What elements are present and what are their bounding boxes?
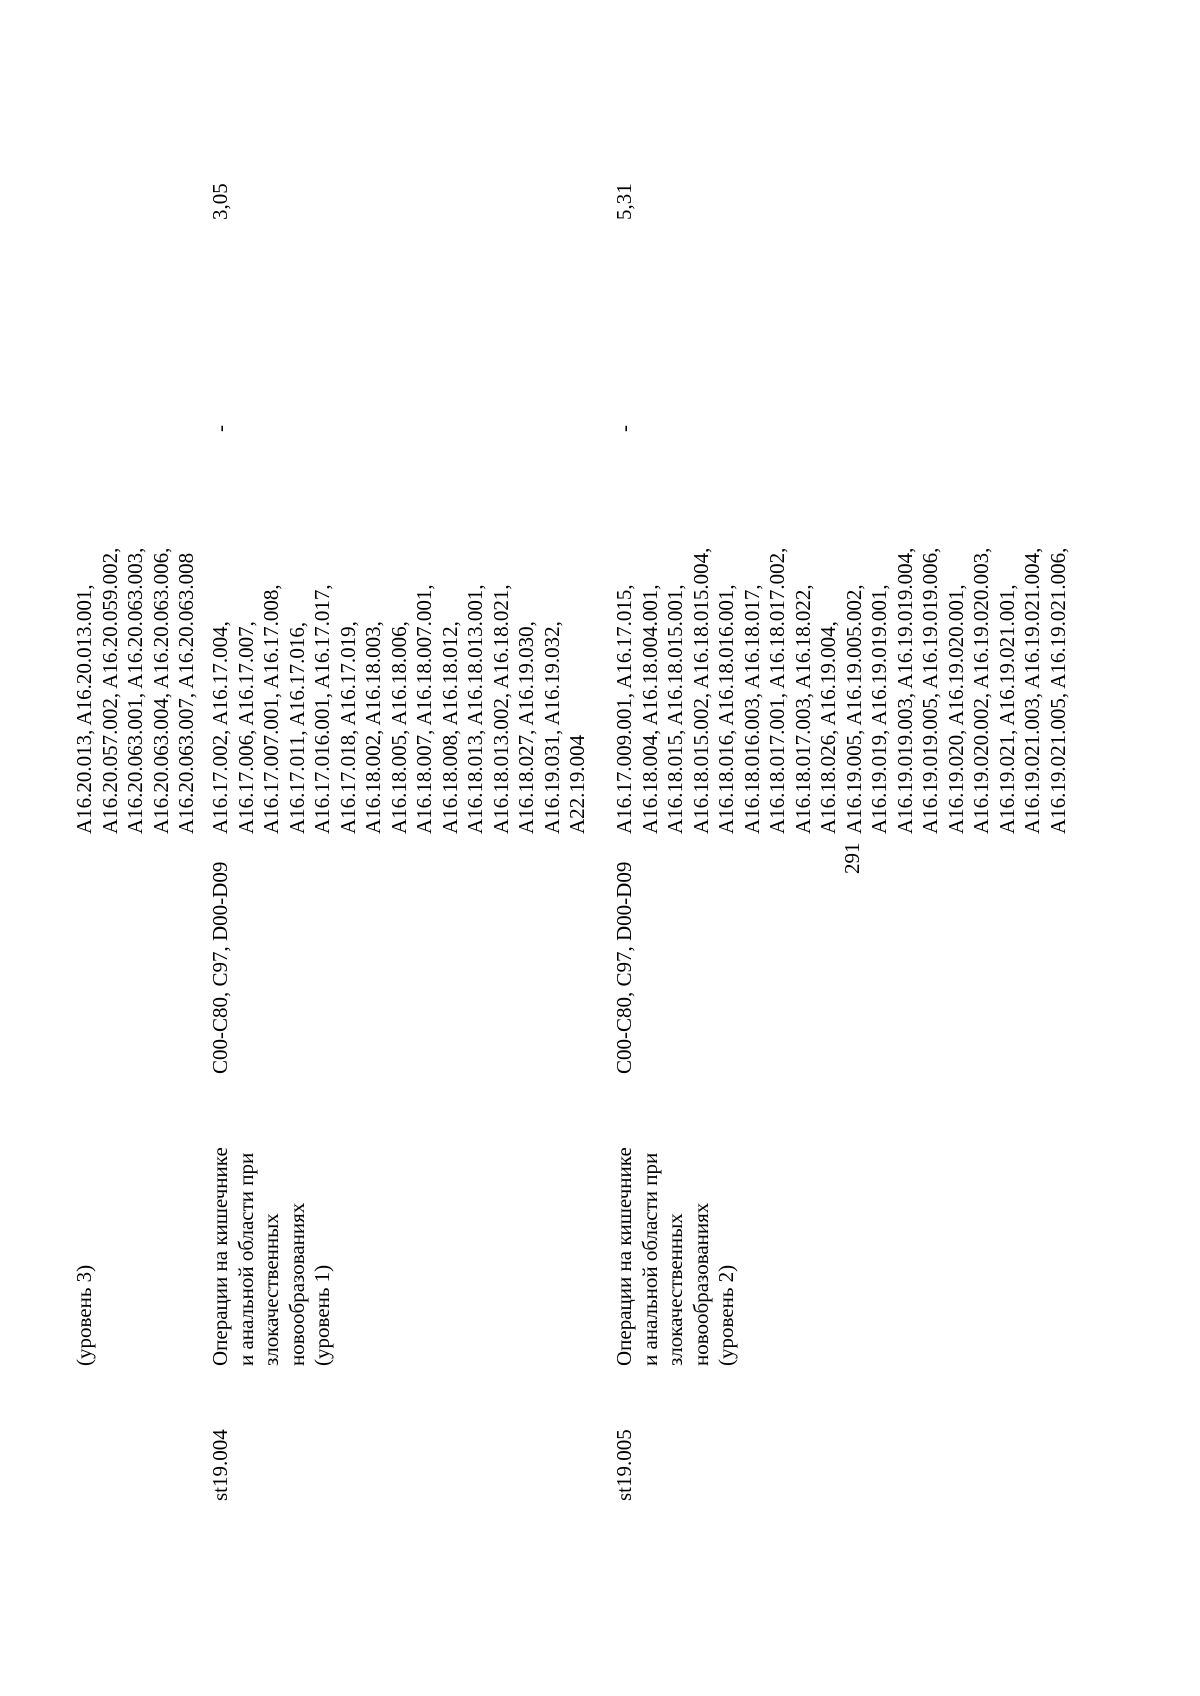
row1-name bbox=[208, 1147, 336, 1366]
row2-name-line: злокачественных bbox=[663, 1213, 687, 1366]
row0-service-line: A16.20.063.007, A16.20.063.008 bbox=[174, 552, 198, 834]
row2-service-line: A16.19.021.003, A16.19.021.004, bbox=[1020, 547, 1044, 834]
row2-name-line: (уровень 2) bbox=[714, 1264, 738, 1366]
row2-service-line: A16.18.016.003, A16.18.017, bbox=[739, 584, 764, 834]
row0-service-line: A16.20.013, A16.20.013.001, bbox=[72, 584, 96, 834]
row2-service-line: A16.18.026, A16.19.004, bbox=[816, 621, 840, 834]
page-number: 291 bbox=[840, 842, 864, 874]
row1-services bbox=[208, 584, 591, 834]
row1-service-line: A16.17.007.001, A16.17.008, bbox=[259, 584, 283, 834]
row2-service-line: A16.18.017.001, A16.18.017.002, bbox=[765, 547, 789, 834]
row2-service-line: A16.17.009.001, A16.17.015, bbox=[612, 584, 636, 834]
row2-service-line: A16.18.015, A16.18.015.001, bbox=[663, 584, 687, 834]
row1-name-line: злокачественных bbox=[259, 1213, 283, 1366]
row2-service-line: A16.19.019, A16.19.019.001, bbox=[867, 584, 891, 834]
row2-service-line: A16.19.020, A16.19.020.001, bbox=[943, 584, 968, 834]
row1-service-line: A16.18.007, A16.18.007.001, bbox=[412, 584, 436, 834]
row1-diagnoses: C00-C80, C97, D00-D09 bbox=[208, 861, 232, 1074]
row1-code: st19.004 bbox=[208, 1429, 232, 1501]
row0-name bbox=[72, 1265, 98, 1366]
row0-service-line: A16.20.063.001, A16.20.063.003, bbox=[123, 547, 147, 834]
row0-services bbox=[72, 548, 200, 834]
row2-name-line: Операции на кишечнике bbox=[612, 1147, 636, 1366]
row1-name-line: новообразованиях bbox=[284, 1202, 309, 1366]
row2-diagnoses: C00-C80, C97, D00-D09 bbox=[612, 861, 636, 1074]
row1-name-line: и анальной области при bbox=[233, 1152, 258, 1366]
row1-service-line: A16.17.011, A16.17.016, bbox=[284, 621, 309, 834]
row1-name-line: (уровень 1) bbox=[310, 1264, 334, 1366]
row2-dash: - bbox=[612, 425, 636, 432]
row1-service-line: A16.18.013.002, A16.18.021, bbox=[488, 584, 513, 834]
row2-coefficient: 5,31 bbox=[612, 183, 636, 220]
row1-service-line: A16.17.006, A16.17.007, bbox=[233, 621, 258, 834]
row2-service-line: A16.19.021, A16.19.021.001, bbox=[994, 584, 1019, 834]
row0-service-line: A16.20.063.004, A16.20.063.006, bbox=[148, 547, 173, 834]
row2-service-line: A16.18.004, A16.18.004.001, bbox=[637, 584, 662, 834]
row0-service-line: A16.20.057.002, A16.20.059.002, bbox=[97, 547, 122, 834]
row1-service-line: A16.18.013, A16.18.013.001, bbox=[463, 584, 487, 834]
row1-service-line: A16.19.031, A16.19.032, bbox=[539, 621, 564, 834]
row1-name-line: Операции на кишечнике bbox=[208, 1147, 232, 1366]
row2-service-line: A16.18.016, A16.18.016.001, bbox=[714, 584, 738, 834]
row2-service-line: A16.19.005, A16.19.005.002, bbox=[841, 584, 866, 834]
row1-service-line: A16.17.002, A16.17.004, bbox=[208, 621, 232, 834]
row1-service-line: A16.17.018, A16.17.019, bbox=[335, 621, 360, 834]
row1-service-line: A16.18.005, A16.18.006, bbox=[386, 621, 411, 834]
row1-service-line: A16.18.027, A16.19.030, bbox=[514, 621, 538, 834]
row1-coefficient: 3,05 bbox=[208, 183, 232, 220]
row2-service-line: A16.18.015.002, A16.18.015.004, bbox=[688, 547, 713, 834]
row2-name-line: новообразованиях bbox=[688, 1202, 713, 1366]
row2-services bbox=[612, 548, 1071, 834]
row2-service-line: A16.19.019.005, A16.19.019.006, bbox=[918, 547, 942, 834]
row2-service-line: A16.18.017.003, A16.18.022, bbox=[790, 584, 815, 834]
row1-service-line: A16.18.002, A16.18.003, bbox=[361, 621, 385, 834]
row2-service-line: A16.19.020.002, A16.19.020.003, bbox=[969, 547, 993, 834]
row2-name bbox=[612, 1147, 740, 1366]
row0-name-line: (уровень 3) bbox=[72, 1264, 96, 1366]
row2-code: st19.005 bbox=[612, 1429, 636, 1501]
row2-service-line: A16.19.019.003, A16.19.019.004, bbox=[892, 547, 917, 834]
row2-service-line: A16.19.021.005, A16.19.021.006, bbox=[1045, 547, 1070, 834]
row1-service-line: A16.17.016.001, A16.17.017, bbox=[310, 584, 334, 834]
row2-name-line: и анальной области при bbox=[637, 1152, 662, 1366]
row1-service-line: A16.18.008, A16.18.012, bbox=[437, 621, 462, 834]
row1-dash: - bbox=[208, 425, 232, 432]
row1-service-line: A22.19.004 bbox=[565, 734, 589, 834]
